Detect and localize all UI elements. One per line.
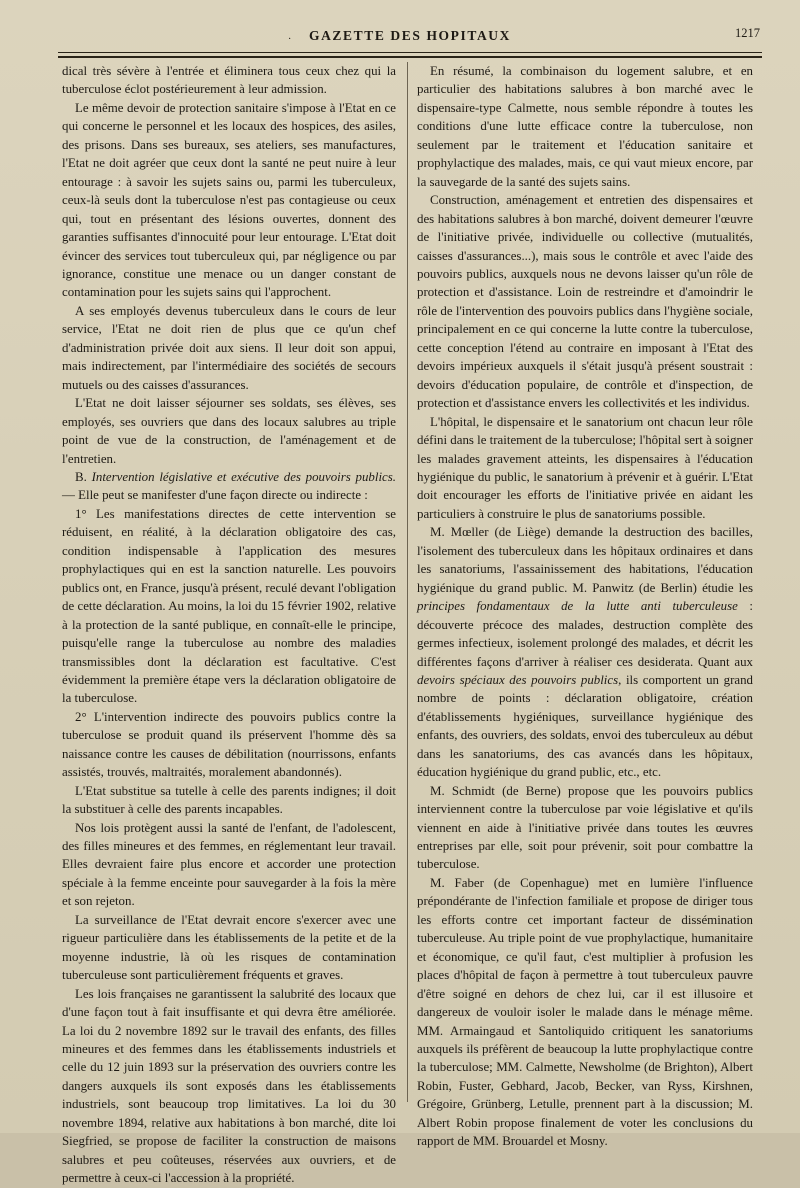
right-paragraph-4 [417, 523, 753, 781]
page-header [60, 26, 760, 48]
left-paragraph-9: Nos lois protègent aussi la santé de l'enfant, de l'adolescent, des filles mineures et des femmes, en réglementant leur travail. Elles devraient faire plus encore et accorder une protection spéciale à la femme enceinte pour sauvegarder à la fois la mère et son rejeton. [62, 820, 396, 909]
column-divider [407, 62, 408, 1102]
right-column [417, 62, 753, 1151]
right-paragraph-2: Construction, aménagement et entretien des dispensaires et des habitations salubres à bon marché, doivent demeurer l'œuvre de l'initiative privée, individuelle ou collective (mutualités, caisses d'assurances...), mais sous le contrôle et avec l'aide des pouvoirs publics, auxquels nous ne devons laisser qu'un rôle de protection et d'assistance. Loin de restreindre et d'amoindrir le rôle de l'intervention des pouvoirs publics dans l'hygiène sociale, principalement en ce qui concerne la lutte contre la tuberculose, cette conception l'étend au contraire en imposant à l'Etat des devoirs impérieux auxquels il s'était jusqu'à présent soustrait : devoirs d'éducation populaire, de contrôle et d'inspection, de protection et d'assistance envers les collectivités et les individus. [417, 193, 753, 411]
left-paragraph-10: La surveillance de l'Etat devrait encore s'exercer avec une rigueur particulière dans les établissements de la petite et de la moyenne industrie, là où les risques de contamination tuberculeuse sont particulièrement fréquents et graves. [62, 912, 396, 983]
right-paragraph-4-part-c: , ils comportent un grand nombre de points : déclaration obligatoire, création d'établissements hygiéniques, surveillance hygiénique des enfants, des ouvriers, des soldats, envoi des tuberculeux au début dans les sanatoriums, des cas avancés dans les hôpitaux, éducation hygiénique du grand public, etc., etc. [417, 672, 753, 780]
right-paragraph-4-part-a: M. Mœller (de Liège) demande la destruction des bacilles, l'isolement des tuberculeux dans les hôpitaux ordinaires et dans les sanatoriums, l'assainissement des habitations, l'éducation hygiénique du grand public. M. Panwitz (de Berlin) étudie les [417, 525, 753, 595]
left-paragraph-5 [62, 468, 396, 505]
header-rule-thick [58, 56, 762, 58]
right-paragraph-3: L'hôpital, le dispensaire et le sanatorium ont chacun leur rôle défini dans le traitement de la tuberculose; l'hôpital sert à soigner les malades gravement atteints, les dispensaires à l'éducation hygiénique du public, le sanatorium à prévenir et à guérir. L'Etat doit encourager les efforts de l'initiative privée en aidant les particuliers à construire le plus de sanatoriums possible. [417, 414, 753, 521]
right-paragraph-5: M. Schmidt (de Berne) propose que les pouvoirs publics interviennent contre la tuberculose par voie législative et qu'ils viennent en aide à l'initiative privée dans toutes les œuvres entreprises par elle, soit pour prévenir, soit pour combattre la tuberculose. [417, 783, 753, 872]
section-label: B. [75, 469, 87, 484]
left-column [62, 62, 396, 1188]
left-paragraph-8: L'Etat substitue sa tutelle à celle des parents indignes; il doit la substituer à celle des parents incapables. [62, 783, 396, 817]
left-paragraph-7: 2° L'intervention indirecte des pouvoirs publics contre la tuberculose se produit quand ils préservent l'homme dès sa naissance contre les causes de débilitation (nourrissons, enfants assistés, trouvés, maltraités, moralement abandonnés). [62, 709, 396, 780]
left-paragraph-11: Les lois françaises ne garantissent la salubrité des locaux que d'une façon tout à fait insuffisante et qui devra être améliorée. La loi du 2 novembre 1892 sur le travail des enfants, des filles mineures et des femmes dans les établissements industriels et celle du 12 juin 1893 sur la préservation des ouvriers contre les dangers auxquels ils sont exposés dans les établissements industriels, sont beaucoup trop limitatives. La loi du 30 novembre 1894, relative aux habitations à bon marché, dite loi Siegfried, se propose de faciliter la construction de maisons salubres et peu coûteuses, réservées aux ouvriers, et de permettre à ceux-ci l'accession à la propriété. [62, 986, 396, 1186]
left-paragraph-4: L'Etat ne doit laisser séjourner ses soldats, ses élèves, ses employés, ses ouvriers que dans des locaux salubres au triple point de vue de la construction, de l'aménagement et de l'entretien. [62, 396, 396, 466]
right-paragraph-1: En résumé, la combinaison du logement salubre, et en particulier des habitations salubres à bon marché avec le dispensaire-type Calmette, nous semble répondre à toutes les conditions d'une lutte efficace contre la tuberculose, non seulement par le traitement et l'éducation sanitaire et prophylactique des malades, mais, ce qui vaut mieux encore, par la sauvegarde de la santé des sujets sains. [417, 64, 753, 189]
journal-title: GAZETTE DES HOPITAUX [308, 28, 512, 43]
left-paragraph-6: 1° Les manifestations directes de cette intervention se réduisent, en réalité, à la déclaration obligatoire des cas, condition indispensable à l'application des mesures prophylactiques qui en est la sanction naturelle. Les pouvoirs publics ont, en France, jusqu'à présent, reculé devant l'obligation de cette déclaration. Au moins, la loi du 15 février 1902, relative à la protection de la santé publique, en connaît-elle le principe, puisqu'elle range la tuberculose au nombre des maladies transmissibles dont la déclaration est facultative. C'est évidemment la première étape vers la déclaration obligatoire de la tuberculose. [62, 506, 396, 706]
section-heading: Intervention législative et exécutive des pouvoirs publics. [91, 469, 396, 484]
section-heading-rest: — Elle peut se manifester d'une façon directe ou indirecte : [62, 488, 368, 503]
right-paragraph-4-part-b: : découverte précoce des malades, destruction complète des germes infectieux, isolement prolongé des malades, et décrit les différentes façons d'arriver à réaliser ces desiderata. Quant aux [417, 599, 753, 669]
right-paragraph-4-italic-1: principes fondamentaux de la lutte anti tuberculeuse [417, 599, 738, 614]
left-paragraph-1: dical très sévère à l'entrée et éliminera tous ceux chez qui la tuberculose éclot postérieurement à leur admission. [62, 64, 396, 97]
right-paragraph-4-italic-2: devoirs spéciaux des pouvoirs publics [417, 672, 619, 687]
left-paragraph-2: Le même devoir de protection sanitaire s'impose à l'Etat en ce qui concerne le personnel et les locaux des hospices, des asiles, des prisons. Dans ses bureaux, ses ateliers, ses manufactures, l'Etat ne doit agréer que ceux dont la santé ne peut nuire à leur entourage : à savoir les sujets sains ou, parmi les tuberculeux, ceux-là seuls dont la tuberculose n'est pas contagieuse ou ceux qui, tout en présentant des lésions ouvertes, donnent des garanties suffisantes d'innocuité pour leur entourage. L'Etat doit évincer des services tout tuberculeux qui, par négligence ou par ignorance, constitue une menace ou un danger constant de contamination pour les sujets sains qui l'approchent. [62, 100, 396, 300]
header-dot: · [288, 34, 292, 45]
right-paragraph-6: M. Faber (de Copenhague) met en lumière l'influence prépondérante de l'infection familiale et propose de diriger tous les efforts contre cet important facteur de dissémination tuberculeuse. Au triple point de vue prophylactique, humanitaire et économique, ce qu'il faut, c'est multiplier à profusion les places d'hôpital de façon à permettre à tout tuberculeux pauvre d'être soigné en dehors de chez lui, car il est illusoire et dangereux de vouloir isoler le malade dans le ménage même. MM. Armaingaud et Santoliquido critiquent les sanatoriums auxquels ils préfèrent de beaucoup la lutte prophylactique contre la tuberculose; MM. Calmette, Newsholme (de Brighton), Albert Robin, Fuster, Gebhard, Jacob, Becker, van Ryss, Kirshnen, Grégoire, Grünberg, Letulle, prennent part à la discussion; M. Albert Robin propose finalement de voter les conclusions du rapport de MM. Brouardel et Mosny. [417, 875, 753, 1149]
page-number: 1217 [735, 26, 760, 40]
header-rule-thin [58, 52, 762, 53]
left-paragraph-3: A ses employés devenus tuberculeux dans le cours de leur service, l'Etat ne doit rien de plus que ce qu'un chef d'administration privée doit aux siens. Il leur doit son appui, mais indirectement, par l'intermédiaire des sociétés de secours mutuels ou des caisses d'assurances. [62, 303, 396, 392]
